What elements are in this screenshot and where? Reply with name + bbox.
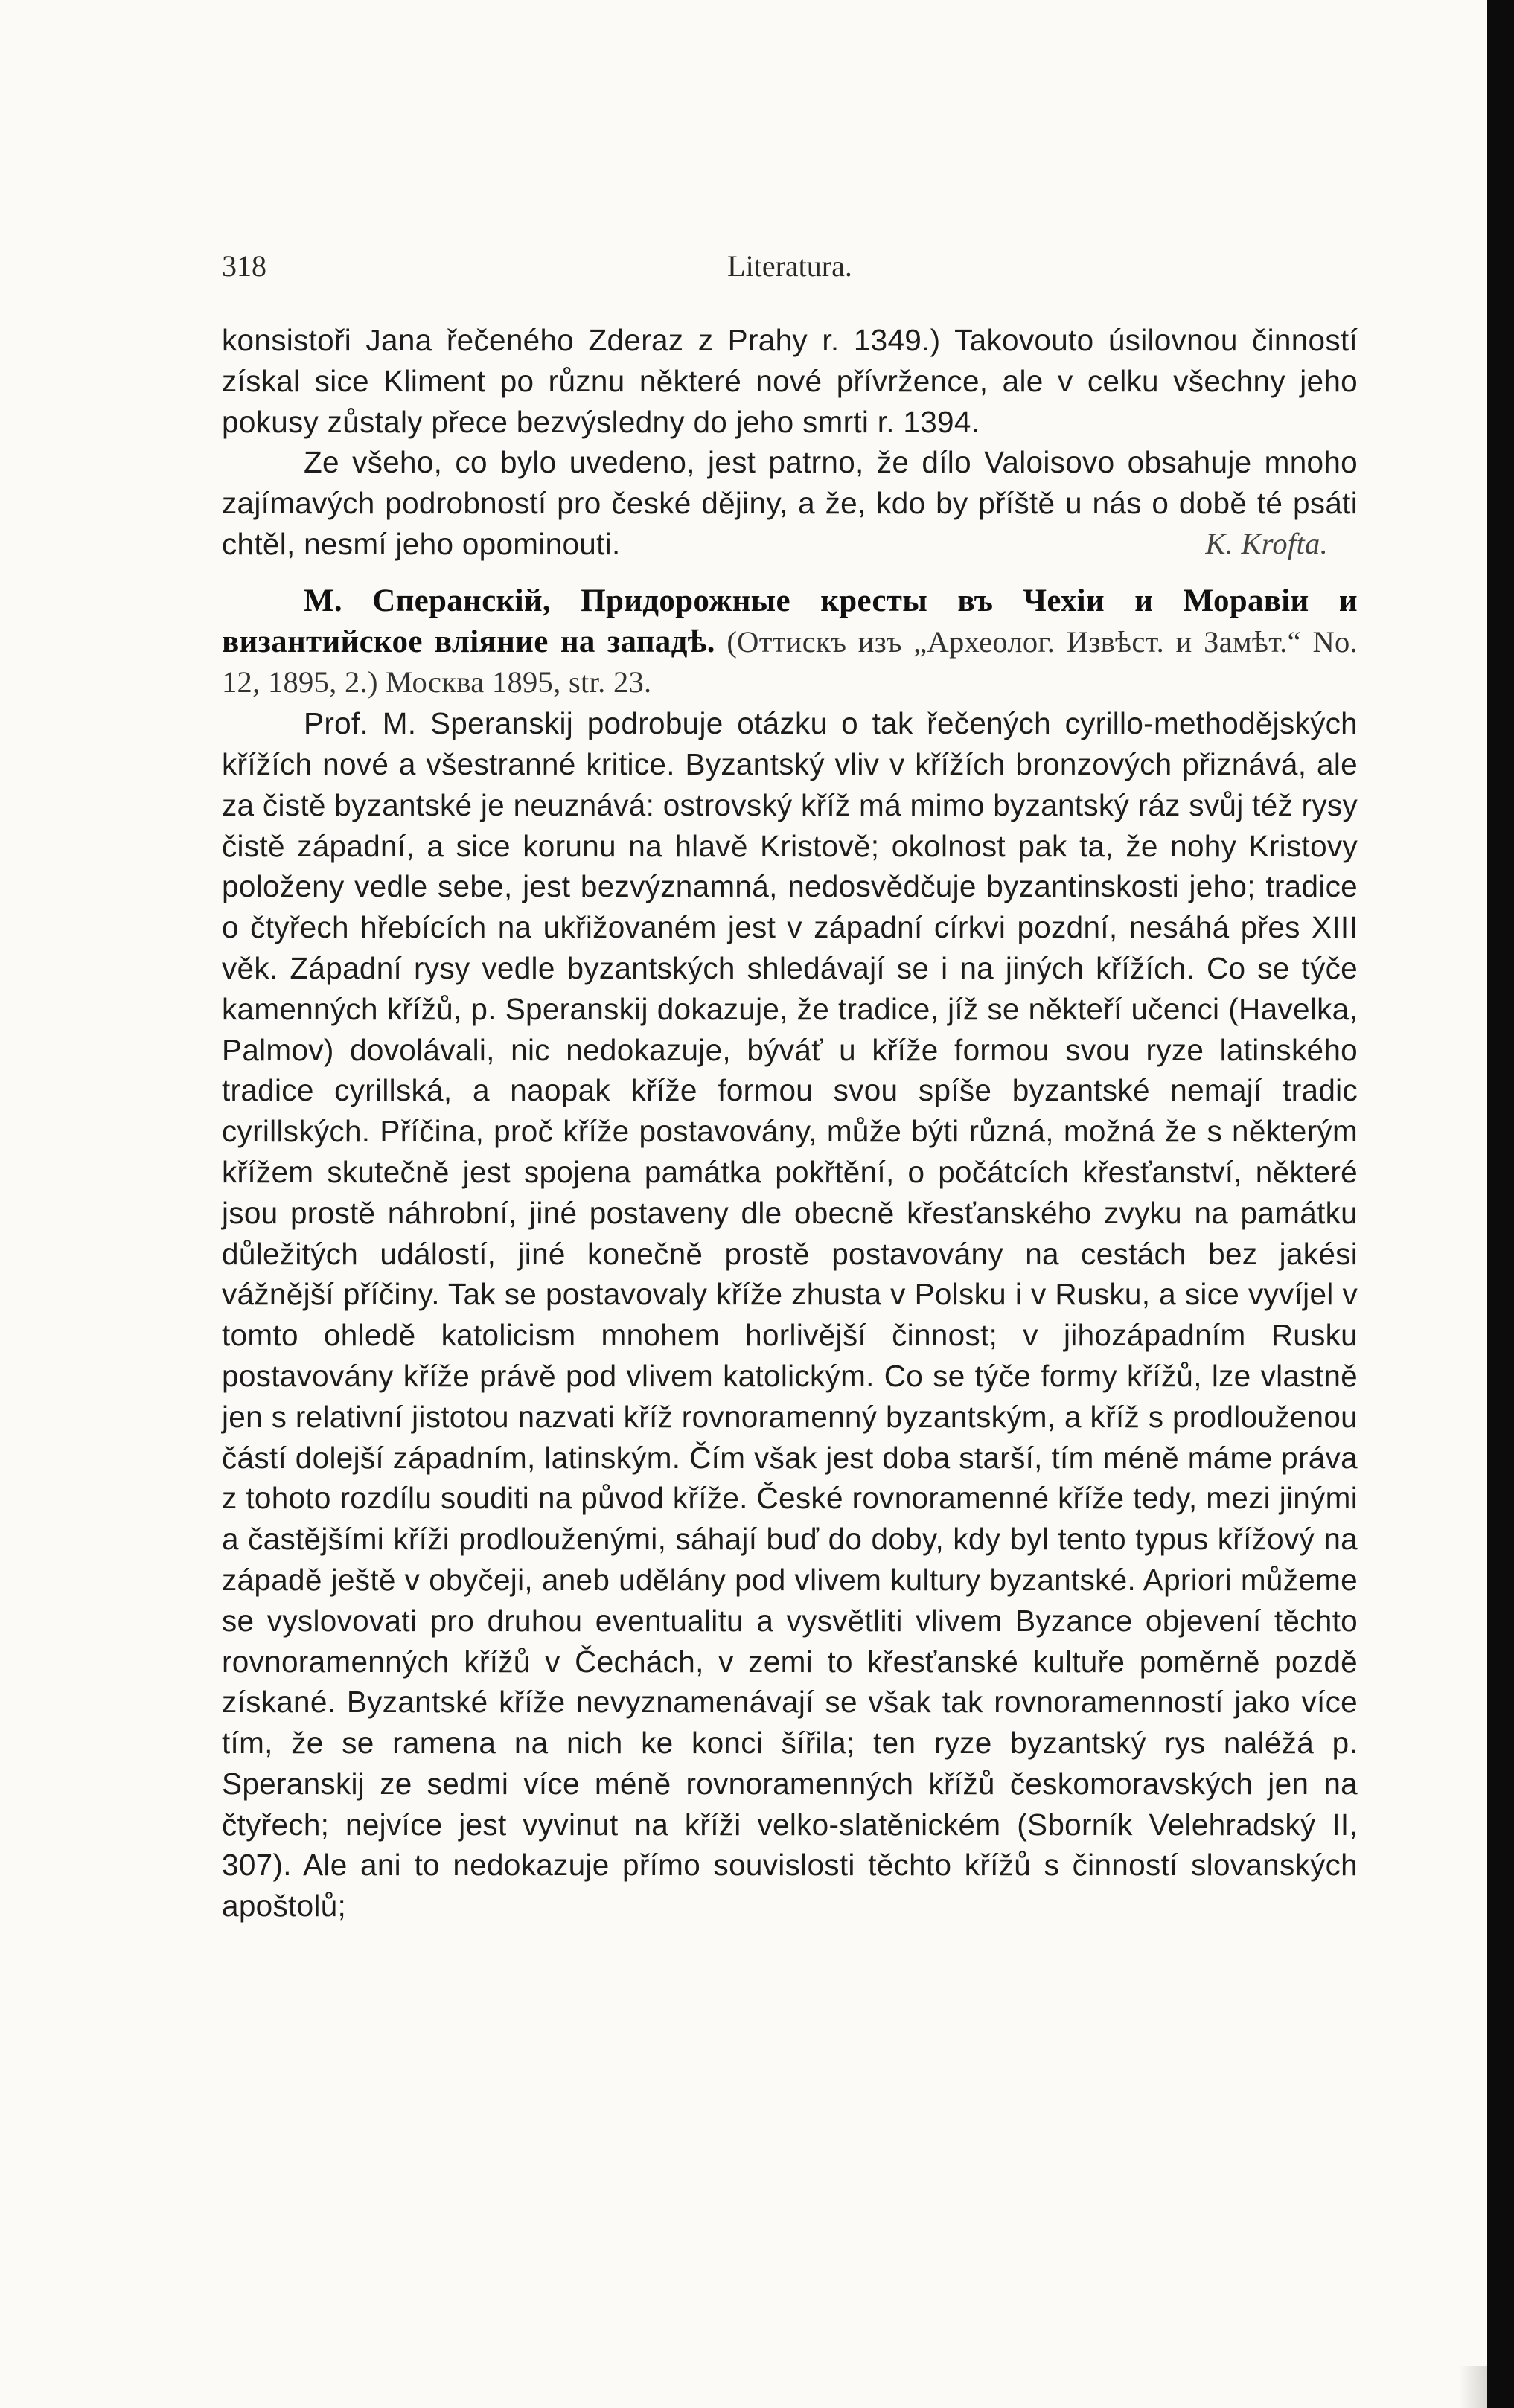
review-entry-heading: [222, 581, 1358, 703]
review-signature: K. Krofta.: [1205, 526, 1328, 560]
entry-citation: (Оттискъ изъ „Археолог. Извѣст. и Замѣт.“ No. 12, 1895, 2.) Москва 1895, str. 23.: [222, 624, 1358, 699]
page-header: [222, 249, 1358, 286]
paragraph-conclusion: [222, 442, 1358, 564]
page-corner-shadow: [1459, 2366, 1487, 2408]
page-number: 318: [222, 249, 266, 283]
entry-title: М. Сперанскій, Придорожные кресты въ Чехіи и Моравіи и византийское вліяние на западѣ.: [222, 583, 1358, 659]
paragraph-continuation: konsistoři Jana řečeného Zderaz z Prahy r. 1349.) Takovouto úsilovnou činností získal sice Kliment po různu některé nové přívržence, ale v celku všechny jeho pokusy zůstaly přece bezvýsledny do jeho smrti r. 1394.: [222, 323, 1358, 439]
main-text: [222, 320, 1358, 1927]
conclusion-text: Ze všeho, co bylo uvedeno, jest patrno, že dílo Valoisovo obsahuje mnoho zajímavých podrobností pro české dějiny, a že, kdo by příště u nás o době té psáti chtěl, nesmí jeho opominouti.: [222, 445, 1358, 561]
review-body: Prof. M. Speranskij podrobuje otázku o tak řečených cyrillo-methodějských křížích nové a všestranné kritice. Byzantský vliv v křížích bronzových přiznává, ale za čistě byzantské je neuznává: ostrovský kříž má mimo byzantský ráz svůj též rysy čistě západní, a sice korunu na hlavě Kristově; okolnost pak ta, že nohy Kristovy položeny vedle sebe, jest bezvýznamná, nedosvědčuje byzantinskosti jeho; tradice o čtyřech hřebících na ukřižovaném jest v západní církvi pozdní, nesáhá přes XIII věk. Západní rysy vedle byzantských shledávají se i na jiných křížích. Co se týče kamenných křížů, p. Speranskij dokazuje, že tradice, jíž se někteří učenci (Havelka, Palmov) dovolávali, nic nedokazuje, býváť u kříže formou svou ryze latinského tradice cyrillská, a naopak kříže formou svou spíše byzantské nemají tradic cyrillských. Příčina, proč kříže postavovány, může býti různá, možná že s některým křížem skutečně jest spojena památka pokřtění, o počátcích křesťanství, některé jsou prostě náhrobní, jiné postaveny dle obecně křesťanského zvyku na památku důležitých událostí, jiné konečně prostě postavovány na cestách bez jakési vážnější příčiny. Tak se postavovaly kříže zhusta v Polsku i v Rusku, a sice vyvíjel v tomto ohledě katolicism mnohem horlivější činnost; v jihozápadním Rusku postavovány kříže právě pod vlivem katolickým. Co se týče formy křížů, lze vlastně jen s relativní jistotou nazvati kříž rovnoramenný byzantským, a kříž s prodlouženou částí dolejší západním, latinským. Čím však jest doba starší, tím méně máme práva z tohoto rozdílu souditi na původ kříže. České rovnoramenné kříže tedy, mezi jinými a častějšími kříži prodlouženými, sáhají buď do doby, kdy byl tento typus křížový na západě ještě v obyčeji, aneb udělány pod vlivem kultury byzantské. Apriori můžeme se vyslovovati pro druhou eventualitu a vysvětliti vlivem Byzance objevení těchto rovnoramenných křížů v Čechách, v zemi to křesťanské kultuře poměrně pozdě získané. Byzantské kříže nevyznamenávají se však tak rovnoramenností jako více tím, že se ramena na nich ke konci šířila; ten ryze byzantský rys naléžá p. Speranskij ze sedmi více méně rovnoramenných křížů českomoravských jen na čtyřech; nejvíce jest vyvinut na kříži velko-slatěnickém (Sborník Velehradský II, 307). Ale ani to nedokazuje přímo souvislosti těchto křížů s činností slovanských apoštolů;: [222, 706, 1358, 1924]
scan-border: [1487, 0, 1514, 2408]
running-title: Literatura.: [727, 249, 852, 283]
